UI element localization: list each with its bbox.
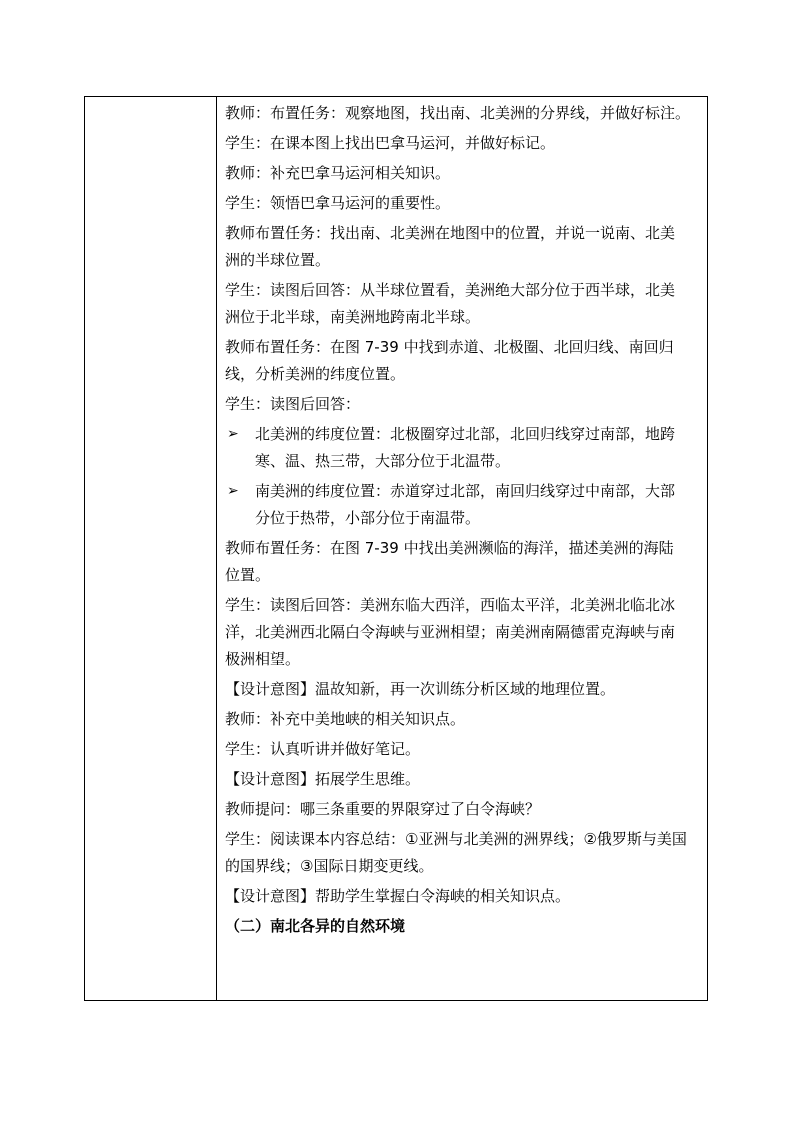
- paragraph: [225, 217, 701, 274]
- paragraph: [225, 388, 701, 418]
- paragraph: [225, 703, 701, 733]
- paragraph: [225, 763, 701, 793]
- paragraph: [225, 733, 701, 763]
- bullet-text-line: 寒、温、热三带，大部分位于北温带。: [255, 452, 511, 470]
- arrow-bullet-icon: [225, 448, 255, 475]
- text-line: 学生：读图后回答：: [225, 395, 361, 413]
- text-line: 学生：在课本图上找出巴拿马运河，并做好标记。: [225, 134, 556, 152]
- bullet-item: [225, 418, 701, 475]
- paragraph: [225, 589, 701, 673]
- section-heading: [225, 910, 701, 940]
- table-right-column: [217, 97, 707, 1000]
- text-line: （二）南北各异的自然环境: [225, 917, 406, 935]
- text-line: 极洲相望。: [225, 650, 301, 668]
- text-line: 教师：补充中美地峡的相关知识点。: [225, 710, 466, 728]
- paragraph: [225, 673, 701, 703]
- text-line: 洋，北美洲西北隔白令海峡与亚洲相望；南美洲南隔德雷克海峡与南: [225, 623, 676, 641]
- text-line: 位置。: [225, 566, 271, 584]
- arrow-bullet-icon: ➢: [227, 426, 239, 442]
- text-line: 学生：读图后回答：从半球位置看，美洲绝大部分位于西半球，北美: [225, 281, 676, 299]
- text-line: 教师布置任务：在图 7-39 中找出美洲濒临的海洋，描述美洲的海陆: [225, 539, 674, 557]
- paragraph: [225, 187, 701, 217]
- arrow-bullet-icon: [225, 505, 255, 532]
- paragraph: [225, 127, 701, 157]
- text-line: 的国界线；③国际日期变更线。: [225, 857, 434, 875]
- paragraph: [225, 793, 701, 823]
- text-line: 教师：补充巴拿马运河相关知识。: [225, 164, 451, 182]
- text-line: 学生：认真听讲并做好笔记。: [225, 740, 421, 758]
- paragraph: [225, 97, 701, 127]
- text-line: 教师：布置任务：观察地图，找出南、北美洲的分界线，并做好标注。: [225, 104, 691, 122]
- text-line: 教师布置任务：找出南、北美洲在地图中的位置，并说一说南、北美: [225, 224, 676, 242]
- paragraph: [225, 880, 701, 910]
- text-line: 【设计意图】帮助学生掌握白令海峡的相关知识点。: [225, 887, 571, 905]
- text-line: 【设计意图】拓展学生思维。: [225, 770, 421, 788]
- text-line: 学生：读图后回答：美洲东临大西洋，西临太平洋，北美洲北临北冰: [225, 596, 676, 614]
- arrow-bullet-icon: ➢: [227, 483, 239, 499]
- text-line: 学生：阅读课本内容总结：①亚洲与北美洲的洲界线；②俄罗斯与美国: [225, 830, 687, 848]
- text-line: 教师提问：哪三条重要的界限穿过了白令海峡？: [225, 800, 541, 818]
- bullet-text-line: 分位于热带，小部分位于南温带。: [255, 509, 481, 527]
- text-line: 【设计意图】温故知新，再一次训练分析区域的地理位置。: [225, 680, 616, 698]
- paragraph: [225, 823, 701, 880]
- text-line: 线，分析美洲的纬度位置。: [225, 365, 406, 383]
- paragraph: [225, 331, 701, 388]
- text-line: 学生：领悟巴拿马运河的重要性。: [225, 194, 451, 212]
- text-line: 洲位于北半球，南美洲地跨南北半球。: [225, 308, 481, 326]
- paragraph: [225, 532, 701, 589]
- table-left-column: [85, 97, 217, 1000]
- text-line: 教师布置任务：在图 7-39 中找到赤道、北极圈、北回归线、南回归: [225, 338, 674, 356]
- lesson-table: [84, 96, 708, 1001]
- bullet-text-line: 南美洲的纬度位置：赤道穿过北部，南回归线穿过中南部，大部: [255, 482, 676, 500]
- bullet-text-line: 北美洲的纬度位置：北极圈穿过北部，北回归线穿过南部，地跨: [255, 425, 676, 443]
- paragraph: [225, 157, 701, 187]
- bullet-item: [225, 475, 701, 532]
- paragraph: [225, 274, 701, 331]
- text-line: 洲的半球位置。: [225, 251, 331, 269]
